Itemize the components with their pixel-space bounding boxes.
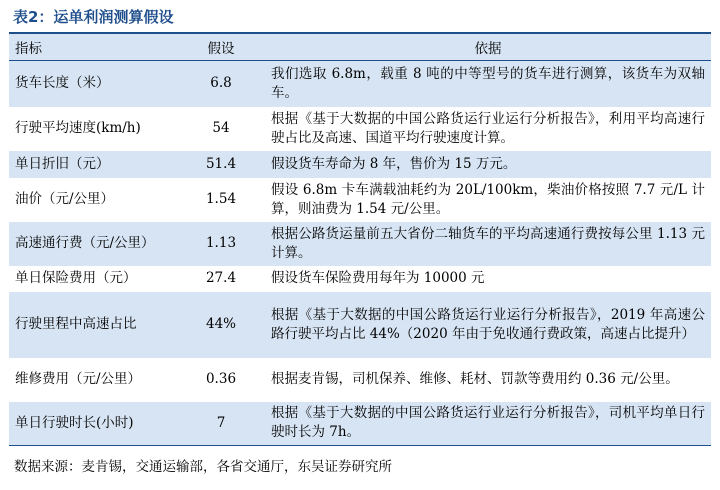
table-row (9, 266, 711, 292)
row-basis: 假设 6.8m 卡车满载油耗约为 20L/100km，柴油价格按照 7.7 元/L 计算，则油费为 1.54 元/公里。 (265, 178, 711, 222)
row-indicator: 行驶里程中高速占比 (9, 292, 177, 358)
table-row (9, 178, 711, 222)
table-row (9, 107, 711, 151)
row-assumption: 27.4 (177, 266, 265, 292)
row-indicator: 单日行驶时长(小时) (9, 402, 177, 446)
row-indicator: 单日保险费用（元） (9, 266, 177, 292)
table-title: 表2：运单利润测算假设 (13, 8, 174, 26)
table-row (9, 151, 711, 178)
row-indicator: 高速通行费（元/公里） (9, 222, 177, 266)
row-basis: 假设货车寿命为 8 年，售价为 15 万元。 (265, 151, 711, 178)
row-assumption: 44% (177, 292, 265, 358)
row-assumption: 7 (177, 402, 265, 446)
table-header-row (9, 33, 711, 61)
row-assumption: 54 (177, 107, 265, 151)
row-indicator: 单日折旧（元） (9, 151, 177, 178)
row-assumption: 51.4 (177, 151, 265, 178)
row-indicator: 油价（元/公里） (9, 178, 177, 222)
row-basis: 我们选取 6.8m，载重 8 吨的中等型号的货车进行测算，该货车为双轴车。 (265, 61, 711, 107)
table-row (9, 292, 711, 358)
row-assumption: 0.36 (177, 358, 265, 402)
row-assumption: 1.13 (177, 222, 265, 266)
row-basis: 假设货车保险费用每年为 10000 元 (265, 266, 711, 292)
data-source-note: 数据来源：麦肯锡，交通运输部，各省交通厅，东吴证券研究所 (14, 459, 392, 475)
row-indicator: 行驶平均速度(km/h) (9, 107, 177, 151)
row-basis: 根据《基于大数据的中国公路货运行业运行分析报告》，司机平均单日行驶时长为 7h。 (265, 402, 711, 446)
table-row (9, 222, 711, 266)
row-indicator: 维修费用（元/公里） (9, 358, 177, 402)
assumptions-table (9, 32, 711, 446)
row-indicator: 货车长度（米） (9, 61, 177, 107)
row-basis: 根据《基于大数据的中国公路货运行业运行分析报告》，2019 年高速公路行驶平均占比 44%（2020 年由于免收通行费政策，高速占比提升） (265, 292, 711, 358)
table-row (9, 358, 711, 402)
row-basis: 根据《基于大数据的中国公路货运行业运行分析报告》，利用平均高速行驶占比及高速、国道平均行驶速度计算。 (265, 107, 711, 151)
table-row (9, 61, 711, 107)
row-assumption: 6.8 (177, 61, 265, 107)
row-assumption: 1.54 (177, 178, 265, 222)
row-basis: 根据麦肯锡，司机保养、维修、耗材、罚款等费用约 0.36 元/公里。 (265, 358, 711, 402)
table-row (9, 402, 711, 446)
header-assumption: 假设 (177, 33, 265, 61)
row-basis: 根据公路货运量前五大省份二轴货车的平均高速通行费按每公里 1.13 元计算。 (265, 222, 711, 266)
header-basis: 依据 (265, 33, 711, 61)
header-indicator: 指标 (9, 33, 177, 61)
